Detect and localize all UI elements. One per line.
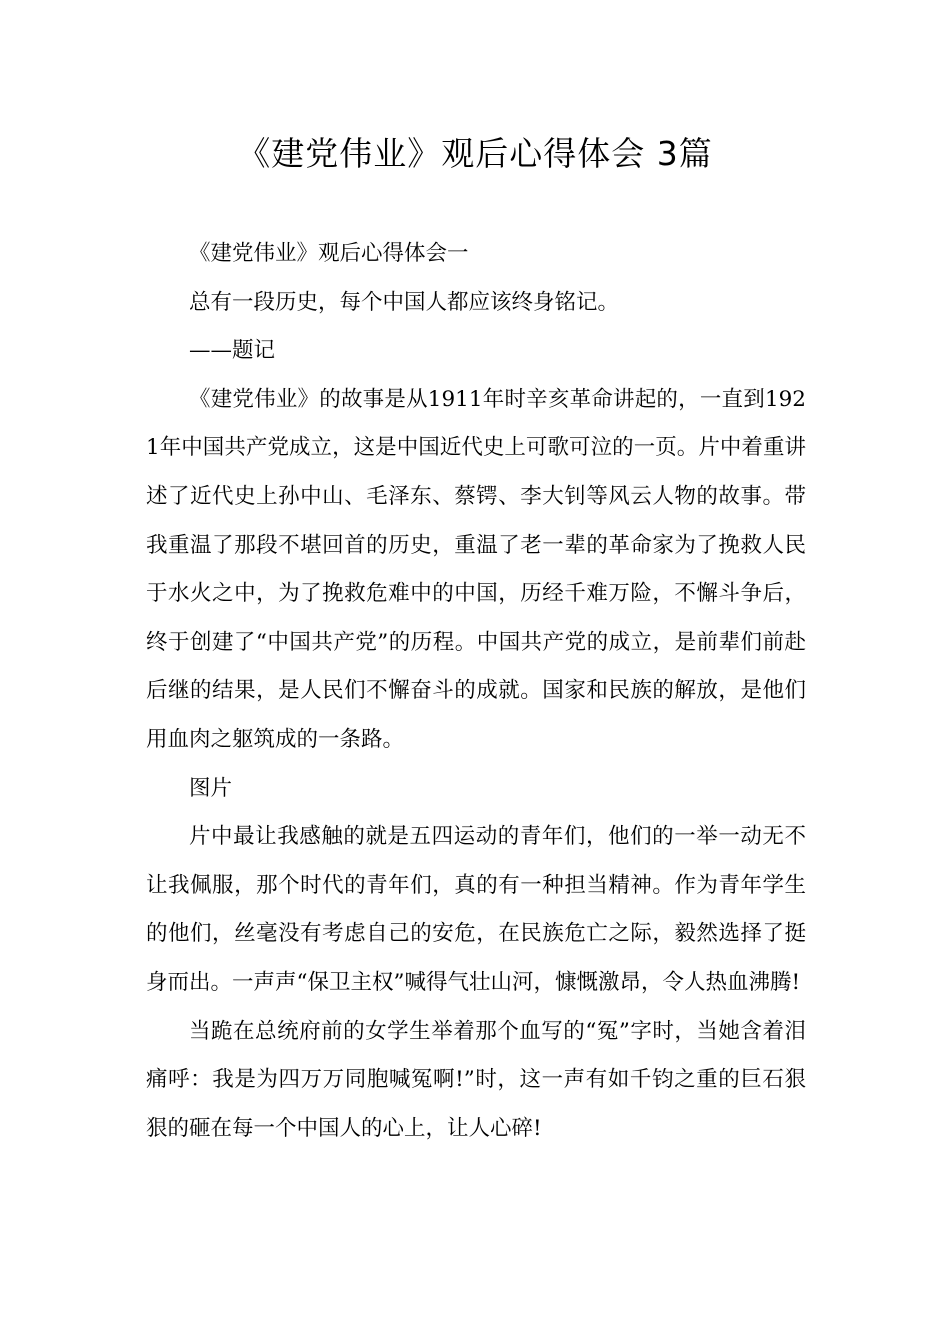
document-title: 《建党伟业》观后心得体会 3篇 (237, 134, 713, 173)
document-body (146, 230, 806, 1153)
section-heading: 《建党伟业》观后心得体会一 (189, 241, 469, 266)
epigraph: 总有一段历史，每个中国人都应该终身铭记。 (189, 289, 620, 315)
paragraph: 《建党伟业》的故事是从1911年时辛亥革命讲起的，一直到1921年中国共产党成立，这是中国近代史上可歌可泣的一页。片中着重讲述了近代史上孙中山、毛泽东、蔡锷、李大钊等风云人物的故事。带我重温了那段不堪回首的历史，重温了老一辈的革命家为了挽救人民于水火之中，为了挽救危难中的中国，历经千难万险，不懈斗争后，终于创建了“中国共产党”的历程。中国共产党的成立，是前辈们前赴后继的结果，是人民们不懈奋斗的成就。国家和民族的解放，是他们用血肉之躯筑成的一条路。 (146, 386, 806, 752)
paragraph: 片中最让我感触的就是五四运动的青年们，他们的一举一动无不让我佩服，那个时代的青年们，真的有一种担当精神。作为青年学生的他们，丝毫没有考虑自己的安危，在民族危亡之际，毅然选择了挺身而出。一声声“保卫主权”喊得气壮山河，慷慨激昂，令人热血沸腾! (146, 824, 806, 995)
epigraph-attribution: ——题记 (189, 338, 276, 364)
image-caption: 图片 (189, 775, 233, 801)
paragraph: 当跪在总统府前的女学生举着那个血写的“冤”字时，当她含着泪痛呼：我是为四万万同胞喊冤啊!”时，这一声有如千钧之重的巨石狠狠的砸在每一个中国人的心上，让人心碎! (146, 1018, 806, 1141)
